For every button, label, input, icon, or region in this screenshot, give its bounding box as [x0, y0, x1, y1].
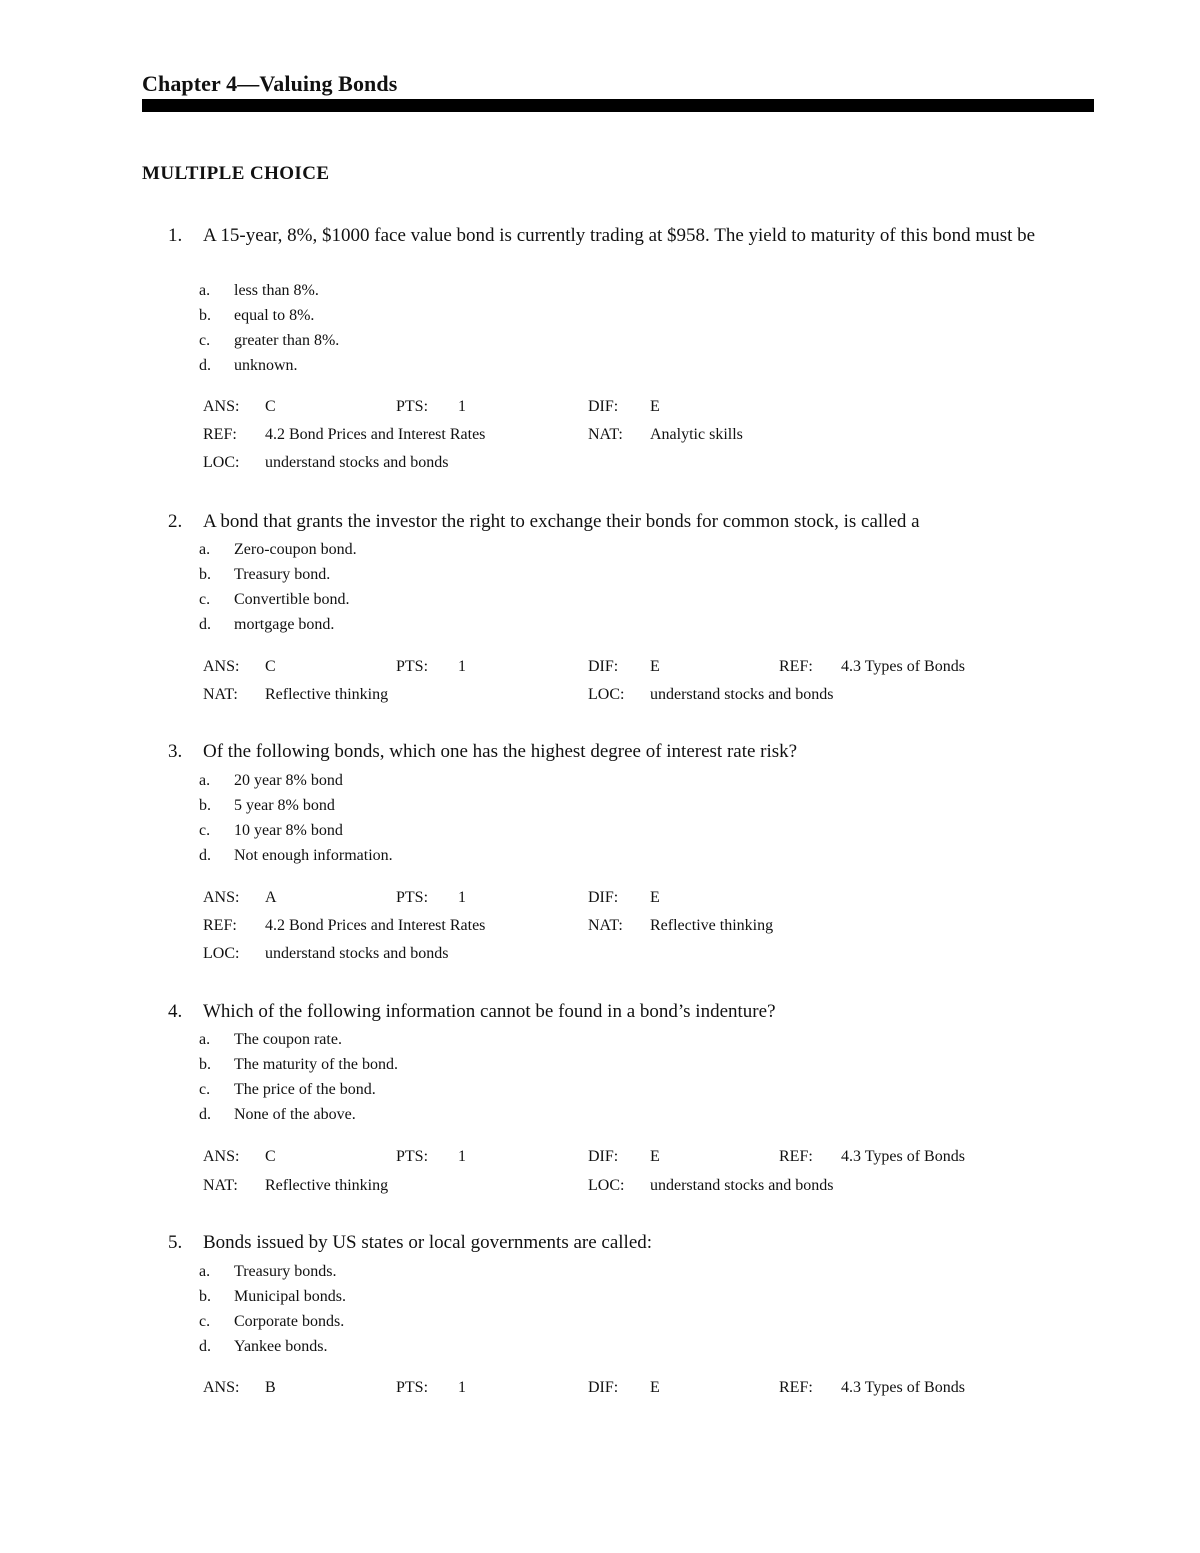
pts-label: PTS: [396, 889, 429, 906]
option-letter: a. [199, 772, 211, 789]
pts-label: PTS: [396, 1379, 429, 1396]
pts-value: 1 [458, 889, 466, 906]
answer-meta-row [0, 1143, 1200, 1171]
dif-label: DIF: [588, 1379, 619, 1396]
option-letter: d. [199, 1106, 211, 1123]
question-number: 3. [168, 741, 183, 762]
ans-label: ANS: [203, 1148, 240, 1165]
answer-meta-row [0, 940, 1200, 968]
answer-meta-row [0, 1374, 1200, 1402]
option-letter: c. [199, 591, 211, 608]
option [0, 768, 1200, 793]
ans-label: ANS: [203, 1379, 240, 1396]
loc-label: LOC: [203, 945, 240, 962]
option-text: Treasury bonds. [234, 1263, 337, 1280]
answer-meta-row [0, 681, 1200, 709]
loc-value: understand stocks and bonds [265, 945, 449, 962]
option [0, 612, 1200, 637]
option [0, 562, 1200, 587]
option-text: mortgage bond. [234, 616, 335, 633]
pts-label: PTS: [396, 398, 429, 415]
option-text: Convertible bond. [234, 591, 350, 608]
option-text: 10 year 8% bond [234, 822, 343, 839]
option-letter: d. [199, 847, 211, 864]
option [0, 1284, 1200, 1309]
answer-meta-row [0, 449, 1200, 477]
loc-label: LOC: [203, 454, 240, 471]
ans-value: A [265, 889, 277, 906]
option-letter: a. [199, 541, 211, 558]
loc-value: understand stocks and bonds [650, 686, 834, 703]
option [0, 1259, 1200, 1284]
answer-meta-row [0, 421, 1200, 449]
option-letter: d. [199, 1338, 211, 1355]
question-number: 4. [168, 1001, 183, 1022]
option-letter: c. [199, 332, 211, 349]
option-text: Zero-coupon bond. [234, 541, 357, 558]
option-text: unknown. [234, 357, 298, 374]
option-text: The coupon rate. [234, 1031, 342, 1048]
option [0, 587, 1200, 612]
pts-value: 1 [458, 1379, 466, 1396]
loc-value: understand stocks and bonds [650, 1177, 834, 1194]
option-letter: d. [199, 616, 211, 633]
option [0, 537, 1200, 562]
option-letter: c. [199, 1081, 211, 1098]
option-text: The price of the bond. [234, 1081, 376, 1098]
option [0, 1334, 1200, 1359]
nat-label: NAT: [203, 1177, 238, 1194]
option [0, 818, 1200, 843]
loc-label: LOC: [588, 1177, 625, 1194]
option [0, 1102, 1200, 1127]
question-text: A bond that grants the investor the right to exchange their bonds for common stock, is called a [203, 511, 920, 532]
option-text: 20 year 8% bond [234, 772, 343, 789]
ref-value: 4.3 Types of Bonds [841, 1379, 965, 1396]
ans-label: ANS: [203, 398, 240, 415]
pts-value: 1 [458, 1148, 466, 1165]
option-text: equal to 8%. [234, 307, 315, 324]
option-letter: b. [199, 1288, 211, 1305]
loc-label: LOC: [588, 686, 625, 703]
ref-value: 4.3 Types of Bonds [841, 1148, 965, 1165]
option-letter: d. [199, 357, 211, 374]
pts-label: PTS: [396, 658, 429, 675]
dif-value: E [650, 1379, 660, 1396]
dif-value: E [650, 658, 660, 675]
question-number: 5. [168, 1232, 183, 1253]
nat-label: NAT: [588, 426, 623, 443]
option-text: Corporate bonds. [234, 1313, 345, 1330]
page-title: Chapter 4—Valuing Bonds [142, 71, 398, 96]
question-number: 2. [168, 511, 183, 532]
pts-value: 1 [458, 658, 466, 675]
ref-value: 4.3 Types of Bonds [841, 658, 965, 675]
ref-value: 4.2 Bond Prices and Interest Rates [265, 917, 486, 934]
option-text: The maturity of the bond. [234, 1056, 398, 1073]
question-number: 1. [168, 225, 183, 246]
ref-label: REF: [203, 426, 237, 443]
option-text: greater than 8%. [234, 332, 340, 349]
option-letter: b. [199, 307, 211, 324]
dif-value: E [650, 1148, 660, 1165]
option-text: 5 year 8% bond [234, 797, 335, 814]
ans-label: ANS: [203, 889, 240, 906]
option [0, 843, 1200, 868]
ref-value: 4.2 Bond Prices and Interest Rates [265, 426, 486, 443]
dif-value: E [650, 889, 660, 906]
option-letter: b. [199, 566, 211, 583]
answer-meta-row [0, 884, 1200, 912]
answer-meta-row [0, 653, 1200, 681]
option [0, 353, 1200, 378]
dif-label: DIF: [588, 1148, 619, 1165]
option-letter: b. [199, 1056, 211, 1073]
option-text: Yankee bonds. [234, 1338, 328, 1355]
question-text: A 15-year, 8%, $1000 face value bond is currently trading at $958. The yield to maturity of this bond must be [203, 225, 1036, 246]
option-text: None of the above. [234, 1106, 356, 1123]
option-letter: b. [199, 797, 211, 814]
section-heading: MULTIPLE CHOICE [142, 163, 330, 184]
answer-meta-row [0, 393, 1200, 421]
ans-value: B [265, 1379, 276, 1396]
nat-value: Reflective thinking [265, 686, 389, 703]
option-text: Municipal bonds. [234, 1288, 346, 1305]
option-letter: a. [199, 1263, 211, 1280]
ref-label: REF: [203, 917, 237, 934]
ans-value: C [265, 658, 276, 675]
title-rule [142, 99, 1094, 112]
pts-label: PTS: [396, 1148, 429, 1165]
option [0, 793, 1200, 818]
nat-value: Analytic skills [650, 426, 743, 443]
option [0, 303, 1200, 328]
nat-value: Reflective thinking [265, 1177, 389, 1194]
ans-label: ANS: [203, 658, 240, 675]
answer-meta-row [0, 1172, 1200, 1200]
question-text: Of the following bonds, which one has the highest degree of interest rate risk? [203, 741, 798, 762]
option-letter: a. [199, 1031, 211, 1048]
option [0, 1027, 1200, 1052]
ans-value: C [265, 398, 276, 415]
pts-value: 1 [458, 398, 466, 415]
ref-label: REF: [779, 1148, 813, 1165]
nat-value: Reflective thinking [650, 917, 774, 934]
option-text: less than 8%. [234, 282, 319, 299]
dif-label: DIF: [588, 889, 619, 906]
dif-label: DIF: [588, 658, 619, 675]
nat-label: NAT: [588, 917, 623, 934]
option [0, 1309, 1200, 1334]
option [0, 278, 1200, 303]
question-text: Bonds issued by US states or local governments are called: [203, 1232, 653, 1253]
option-letter: c. [199, 1313, 211, 1330]
option-letter: a. [199, 282, 211, 299]
ref-label: REF: [779, 658, 813, 675]
dif-value: E [650, 398, 660, 415]
question-text: Which of the following information cannot be found in a bond’s indenture? [203, 1001, 776, 1022]
dif-label: DIF: [588, 398, 619, 415]
option-text: Treasury bond. [234, 566, 331, 583]
option [0, 328, 1200, 353]
nat-label: NAT: [203, 686, 238, 703]
ans-value: C [265, 1148, 276, 1165]
option [0, 1052, 1200, 1077]
option [0, 1077, 1200, 1102]
option-text: Not enough information. [234, 847, 393, 864]
option-letter: c. [199, 822, 211, 839]
ref-label: REF: [779, 1379, 813, 1396]
loc-value: understand stocks and bonds [265, 454, 449, 471]
answer-meta-row [0, 912, 1200, 940]
